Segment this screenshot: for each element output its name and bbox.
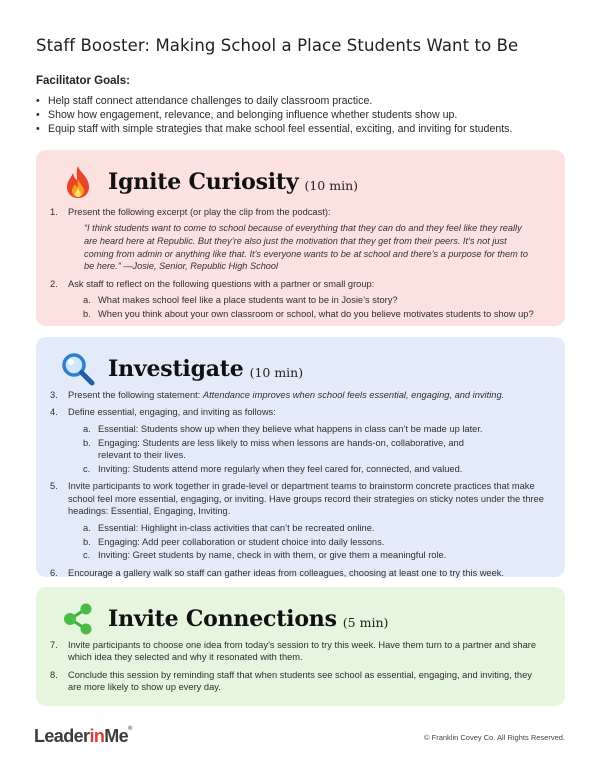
sub-letter: c. <box>83 550 91 561</box>
sub-list <box>68 294 547 320</box>
sub-letter: b. <box>83 309 91 320</box>
ignite-title: Ignite Curiosity <box>108 169 299 195</box>
share-nodes-icon <box>60 601 96 637</box>
step-item <box>36 278 565 321</box>
step-text: Present the following statement: <box>68 390 203 400</box>
step-item <box>36 639 565 664</box>
sub-item <box>68 294 547 306</box>
goal-item: • Equip staff with simple strategies that make school feel essential, exciting, and inviting for students. <box>36 122 576 136</box>
logo-text: Me <box>104 726 129 746</box>
sub-item <box>68 437 547 462</box>
step-item <box>36 480 565 561</box>
sub-letter: a. <box>83 522 91 533</box>
goals-list <box>36 94 576 136</box>
page-title: Staff Booster: Making School a Place Students Want to Be <box>36 36 519 55</box>
step-item <box>36 206 565 273</box>
magnifier-icon <box>60 351 96 387</box>
investigate-steps <box>36 389 565 584</box>
sub-text: Engaging: Add peer collaboration or student choice into daily lessons. <box>98 536 385 547</box>
registered-mark: ® <box>128 726 132 732</box>
sub-text: Inviting: Greet students by name, check in with them, or give them a meaningful role. <box>98 550 447 561</box>
sub-text: What makes school feel like a place students want to be in Josie’s story? <box>98 295 398 306</box>
ignite-curiosity-panel <box>36 150 565 326</box>
podcast-quote: “I think students want to come to school because of everything that they can do and they feel like they really are heard here at Republic. But they’re also just the motivation that they get from their peers. It’s not just coming from admin or anything like that. It’s everyone wants to be at school and there’s a purpose for them to be here.” —Josie, Senior, Republic High School <box>84 223 528 272</box>
ignite-header <box>60 162 358 202</box>
goal-item: • Help staff connect attendance challenges to daily classroom practice. <box>36 94 576 108</box>
goal-item: • Show how engagement, relevance, and belonging influence whether students show up. <box>36 108 576 122</box>
step-item <box>36 669 565 694</box>
copyright-text: © Franklin Covey Co. All Rights Reserved. <box>424 733 565 742</box>
sub-letter: c. <box>83 464 91 475</box>
ignite-steps <box>36 206 565 326</box>
logo-text: in <box>89 726 105 746</box>
investigate-header <box>60 349 303 389</box>
step-item <box>36 567 565 579</box>
investigate-duration: (10 min) <box>249 364 304 380</box>
ignite-duration: (10 min) <box>304 177 359 193</box>
step-item <box>36 389 565 401</box>
step-number: 8. <box>50 669 58 680</box>
step-number: 4. <box>50 407 58 418</box>
leader-in-me-logo <box>34 726 132 747</box>
step-number: 1. <box>50 207 58 217</box>
step-number: 7. <box>50 640 58 650</box>
sub-letter: a. <box>83 295 91 306</box>
sub-text: When you think about your own classroom or school, what do you believe motivates students to show up? <box>98 309 534 320</box>
step-text: Invite participants to work together in grade-level or department teams to brainstorm concrete practices that make school feel more essential, engaging, or inviting. Have groups record their strategies on sticky notes under the three headings: Essential, Engaging, Inviting. <box>68 481 544 517</box>
invite-connections-panel <box>36 587 565 706</box>
sub-item <box>68 549 547 561</box>
statement-text: Attendance improves when school feels essential, engaging, and inviting. <box>202 390 505 400</box>
step-number: 6. <box>50 567 58 578</box>
sub-item <box>68 463 547 475</box>
step-text: Encourage a gallery walk so staff can gather ideas from colleagues, choosing at least one to try this week. <box>68 567 504 578</box>
fire-icon <box>60 164 96 200</box>
invite-title: Invite Connections <box>108 606 337 632</box>
investigate-panel <box>36 337 565 577</box>
sub-item <box>68 308 547 320</box>
step-item <box>36 406 565 475</box>
sub-item <box>68 522 547 534</box>
sub-text: Engaging: Students are less likely to miss when lessons are hands-on, collaborative, and relevant to their lives. <box>98 437 464 461</box>
investigate-title: Investigate <box>108 356 244 382</box>
goals-heading: Facilitator Goals: <box>36 75 130 87</box>
step-text: Ask staff to reflect on the following questions with a partner or small group: <box>68 278 375 289</box>
sub-list <box>68 522 547 562</box>
sub-text: Inviting: Students attend more regularly when they feel cared for, connected, and valued. <box>98 464 463 475</box>
sub-letter: b. <box>83 536 91 547</box>
step-number: 2. <box>50 278 58 289</box>
step-text: Invite participants to choose one idea from today’s session to try this week. Have them turn to a partner and share which idea they selected and why it resonated with them. <box>68 640 537 663</box>
step-text: Present the following excerpt (or play the clip from the podcast): <box>68 207 331 217</box>
step-number: 5. <box>50 481 58 492</box>
invite-header <box>60 599 388 639</box>
invite-duration: (5 min) <box>342 614 389 630</box>
sub-text: Essential: Highlight in-class activities that can’t be recreated online. <box>98 522 375 533</box>
step-text: Define essential, engaging, and inviting as follows: <box>68 407 276 418</box>
sub-item <box>68 423 547 435</box>
sub-list <box>68 423 547 476</box>
step-text: Conclude this session by reminding staff that when students see school as essential, engaging, and inviting, they are more likely to show up every day. <box>68 669 532 693</box>
sub-text: Essential: Students show up when they believe what happens in class can’t be made up later. <box>98 423 483 434</box>
sub-item <box>68 536 547 548</box>
sub-letter: b. <box>83 437 91 448</box>
logo-text: Leader <box>34 726 90 746</box>
invite-steps <box>36 639 565 699</box>
sub-letter: a. <box>83 423 91 434</box>
step-number: 3. <box>50 390 58 400</box>
